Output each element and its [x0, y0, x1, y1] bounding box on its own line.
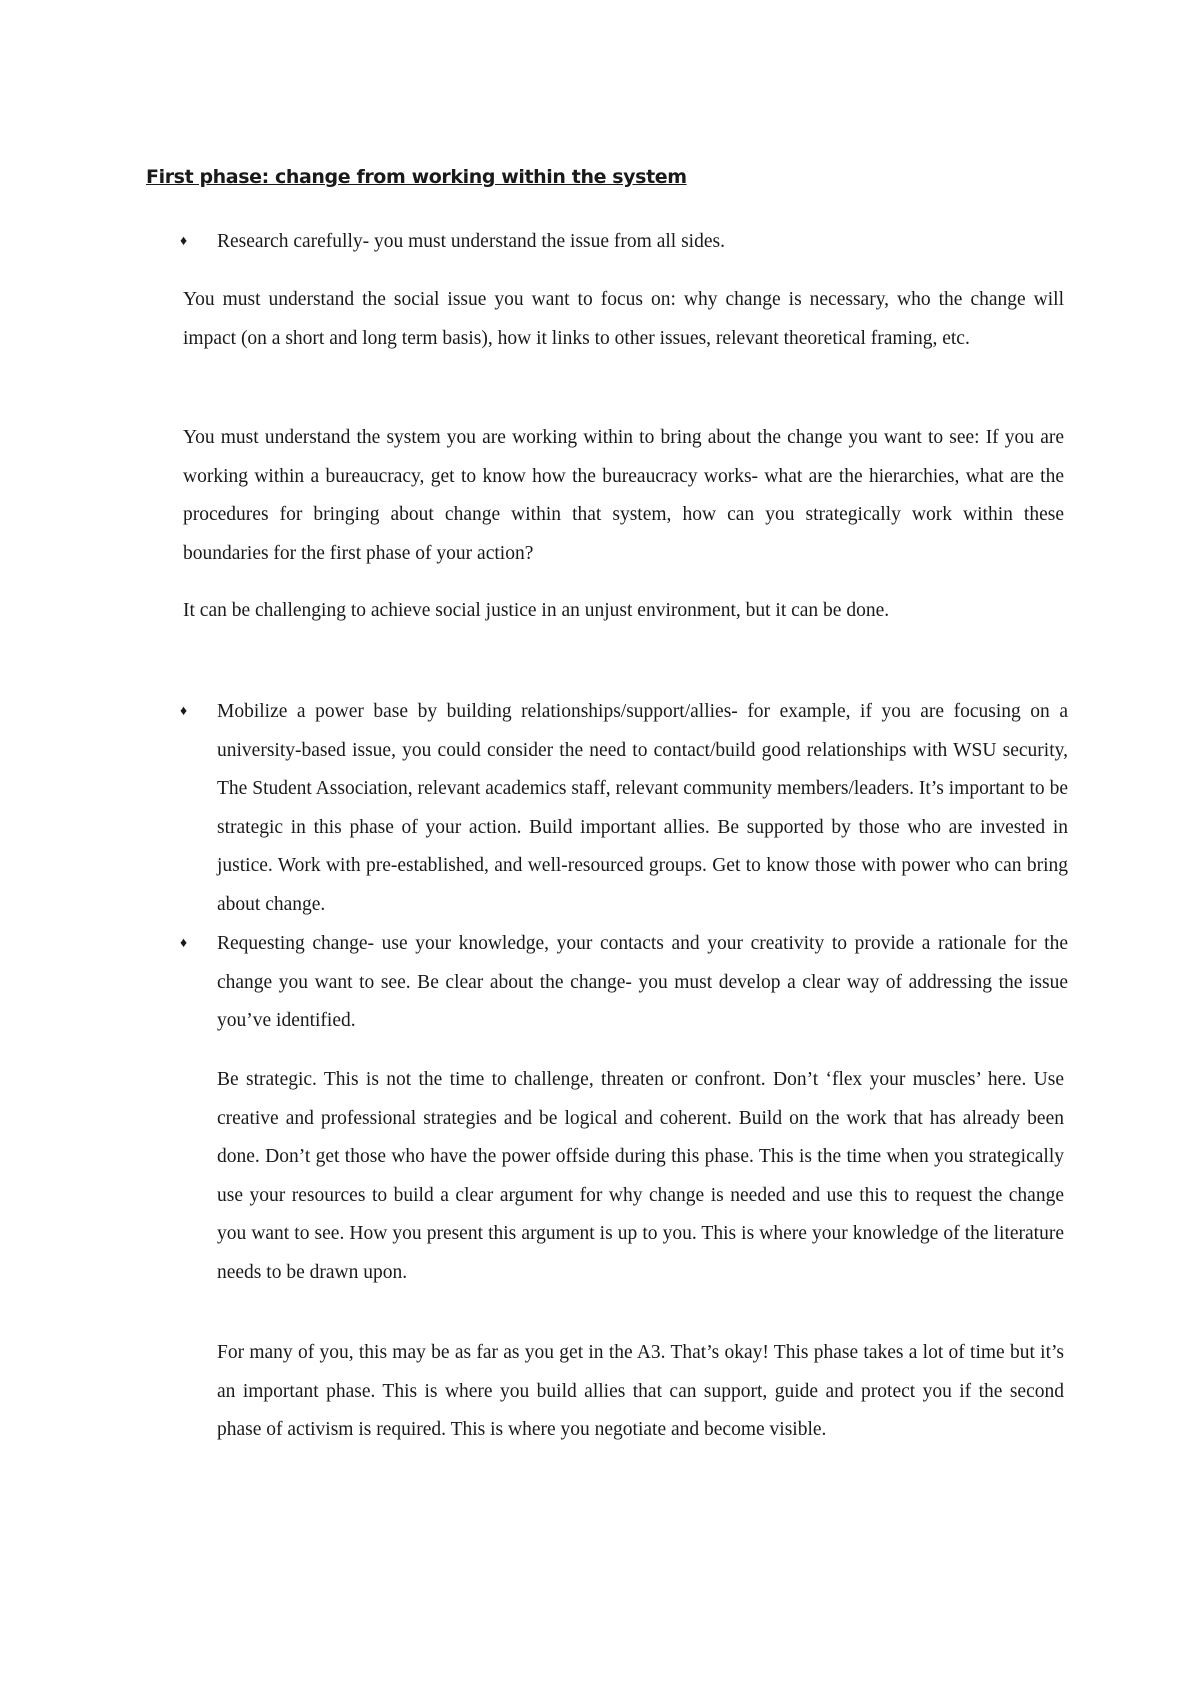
bullet-text-research: Research carefully- you must understand the issue from all sides. [217, 231, 725, 252]
paragraph-social-issue: You must understand the social issue you want to focus on: why change is necessary, who the change will impact (on a short and long term basis), how it links to other issues, relevant theoretical framing, etc. [183, 289, 1064, 349]
diamond-bullet-icon: ♦ [180, 936, 188, 951]
bullet-text-mobilize: Mobilize a power base by building relationships/support/allies- for example, if you are focusing on a university-based issue, you could consider the need to contact/build good relationships with WSU security, The Student Association, relevant academics staff, relevant community members/leaders. It’s important to be strategic in this phase of your action. Build important allies. Be supported by those who are invested in justice. Work with pre-established, and well-resourced groups. Get to know those with power who can bring about change. [217, 701, 1068, 915]
paragraph-challenging: It can be challenging to achieve social justice in an unjust environment, but it can be done. [183, 600, 890, 621]
paragraph-for-many: For many of you, this may be as far as you get in the A3. That’s okay! This phase takes a lot of time but it’s an important phase. This is where you build allies that can support, guide and protect you if the second phase of activism is required. This is where you negotiate and become visible. [217, 1342, 1064, 1440]
diamond-bullet-icon: ♦ [180, 234, 188, 249]
paragraph-be-strategic: Be strategic. This is not the time to challenge, threaten or confront. Don’t ‘flex your muscles’ here. Use creative and professional strategies and be logical and coherent. Build on the work that has already been done. Don’t get those who have the power offside during this phase. This is the time when you strategically use your resources to build a clear argument for why change is needed and use this to request the change you want to see. How you present this argument is up to you. This is where your knowledge of the literature needs to be drawn upon. [217, 1069, 1064, 1283]
paragraph-system: You must understand the system you are working within to bring about the change you want to see: If you are working within a bureaucracy, get to know how the bureaucracy works- what are the hierarchies, what are the procedures for bringing about change within that system, how can you strategically work within these boundaries for the first phase of your action? [183, 427, 1064, 564]
bullet-text-requesting: Requesting change- use your knowledge, your contacts and your creativity to provide a rationale for the change you want to see. Be clear about the change- you must develop a clear way of addressing the issue you’ve identified. [217, 933, 1068, 1031]
diamond-bullet-icon: ♦ [180, 704, 188, 719]
section-heading: First phase: change from working within the system [146, 166, 687, 188]
